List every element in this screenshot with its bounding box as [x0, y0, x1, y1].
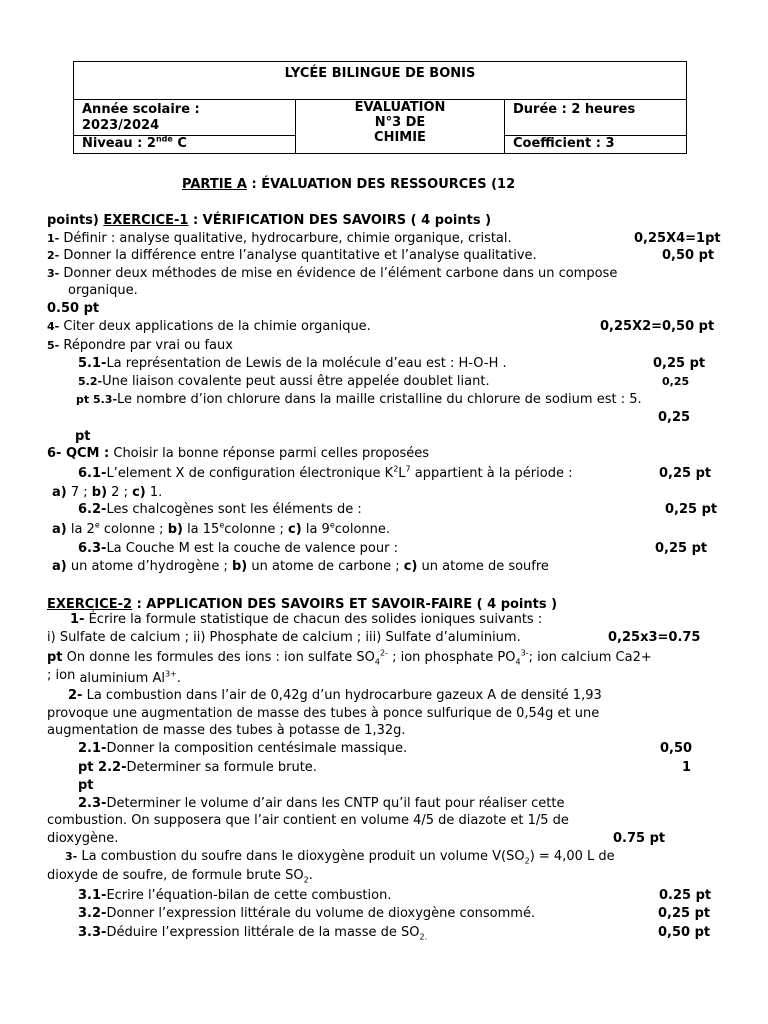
ex2-q2: 2- La combustion dans l’air de 0,42g d’un hydrocarbure gazeux A de densité 1,93: [68, 688, 602, 703]
ex2-q2-1-points: 0,50: [660, 741, 693, 756]
ex2-q3-2-points: 0,25 pt: [658, 906, 711, 921]
ex2-q2-line3: augmentation de masse des tubes à potasse de 1,32g.: [47, 723, 406, 738]
exercise-1-title: points) EXERCICE-1 : VÉRIFICATION DES SAVOIRS ( 4 points ): [47, 213, 492, 228]
ex2-q1-items: i) Sulfate de calcium ; ii) Phosphate de calcium ; iii) Sulfate d’aluminium.: [47, 630, 521, 645]
ex1-q3-cont: organique.: [68, 283, 138, 298]
ex1-q6-3: 6.3-La Couche M est la couche de valence pour :: [78, 541, 398, 556]
ex1-q5-3: pt 5.3-Le nombre d’ion chlorure dans la maille cristalline du chlorure de sodium est : 5.: [76, 392, 642, 407]
ex2-q3-1: 3.1-Ecrire l’équation-bilan de cette combustion.: [78, 888, 392, 903]
ex1-q4: 4- Citer deux applications de la chimie organique.: [47, 319, 371, 334]
ex2-q2-line2: provoque une augmentation de masse des tubes à ponce sulfurique de 0,54g et une: [47, 706, 600, 721]
ex2-q2-3: 2.3-Determiner le volume d’air dans les CNTP qu’il faut pour réaliser cette: [78, 796, 565, 811]
header-table: [73, 61, 687, 154]
ex1-q1-points: 0,25X4=1pt: [634, 231, 721, 246]
ex1-q6-1: 6.1-L’element X de configuration électronique $K^2L^7$ appartient à la période :: [78, 464, 573, 481]
part-a-title: PARTIE A : ÉVALUATION DES RESSOURCES (12: [182, 177, 516, 192]
ex2-q2-3-points: 0.75 pt: [613, 831, 666, 846]
ex1-q6-2: 6.2-Les chalcogènes sont les éléments de :: [78, 502, 362, 517]
evaluation-title: EVALUATION N°3 DE CHIMIE: [296, 100, 505, 154]
ex1-q6-2-points: 0,25 pt: [665, 502, 718, 517]
ex1-q5-2: 5.2-Une liaison covalente peut aussi être appelée doublet liant.: [78, 374, 490, 389]
ex2-q2-1: 2.1-Donner la composition centésimale massique.: [78, 741, 408, 756]
ex1-q5: 5- Répondre par vrai ou faux: [47, 338, 233, 353]
ex1-q5-3-points: 0,25: [658, 410, 691, 425]
school-name: LYCÉE BILINGUE DE BONIS: [74, 62, 687, 100]
ex1-q2: 2- Donner la différence entre l’analyse quantitative et l’analyse qualitative.: [47, 248, 537, 263]
ex2-q3-2: 3.2-Donner l’expression littérale du volume de dioxygène consommé.: [78, 906, 536, 921]
ex1-q1: 1- Définir : analyse qualitative, hydrocarbure, chimie organique, cristal.: [47, 231, 512, 246]
duration: Durée : 2 heures: [505, 100, 687, 136]
ex1-q5-2-points: 0,25: [662, 375, 690, 388]
ex1-q3-points: 0.50 pt: [47, 301, 100, 316]
ex2-q1-info: pt On donne les formules des ions : ion sulfate $SO_4^{2-}$ ; ion phosphate $PO_4^{3-}$; ion calcium Ca2+: [47, 648, 652, 667]
ex1-q6-2-answers: a) la 2e colonne ; b) la 15ecolonne ; c) la 9ecolonne.: [52, 520, 391, 537]
ex2-q2-2: pt 2.2-Determiner sa formule brute.: [78, 760, 317, 775]
exercise-2-title: EXERCICE-2 : APPLICATION DES SAVOIRS ET SAVOIR-FAIRE ( 4 points ): [47, 597, 558, 612]
ex1-q4-points: 0,25X2=0,50 pt: [600, 319, 715, 334]
coefficient: Coefficient : 3: [505, 136, 687, 154]
level: Niveau : 2nde C: [74, 136, 296, 154]
ex1-q2-points: 0,50 pt: [662, 248, 715, 263]
ex1-q5-1-points: 0,25 pt: [653, 356, 706, 371]
ex2-q2-2-pt: pt: [78, 778, 94, 793]
ex1-q3: 3- Donner deux méthodes de mise en évidence de l’élément carbone dans un compose: [47, 266, 618, 281]
ex2-q3-3-points: 0,50 pt: [658, 925, 711, 940]
ex2-q2-2-points: 1: [682, 760, 692, 775]
ex1-q6-3-answers: a) un atome d’hydrogène ; b) un atome de carbone ; c) un atome de soufre: [52, 559, 549, 574]
ex1-q6-1-points: 0,25 pt: [659, 466, 712, 481]
ex2-q3-3: 3.3-Déduire l’expression littérale de la masse de $SO_{2.}$: [78, 925, 428, 942]
ex1-q6-1-answers: a) 7 ; b) 2 ; c) 1.: [52, 485, 163, 500]
ex2-q2-3-line2: combustion. On supposera que l’air contient en volume 4/5 de diazote et 1/5 de: [47, 813, 569, 828]
ex2-q1-points: 0,25x3=0.75: [608, 630, 701, 645]
ex2-q1-info-cont: ; ion aluminium $Al^{3+}$.: [47, 668, 181, 686]
school-year: Année scolaire : 2023/2024: [74, 100, 296, 136]
ex2-q3-1-points: 0.25 pt: [659, 888, 712, 903]
ex2-q3: 3- La combustion du soufre dans le dioxygène produit un volume $V(SO_2) = 4,00$ L de: [65, 849, 615, 866]
ex2-q3-line2: dioxyde de soufre, de formule brute $SO_2$.: [47, 868, 313, 885]
ex1-q5-3-pt: pt: [75, 429, 91, 444]
ex1-q6: 6- QCM : Choisir la bonne réponse parmi celles proposées: [47, 446, 430, 461]
ex1-q6-3-points: 0,25 pt: [655, 541, 708, 556]
ex1-q5-1: 5.1-La représentation de Lewis de la molécule d’eau est : H-O-H .: [78, 356, 507, 371]
ex2-q2-3-line3: dioxygène.: [47, 831, 119, 846]
ex2-q1: 1- Écrire la formule statistique de chacun des solides ioniques suivants :: [70, 612, 543, 627]
